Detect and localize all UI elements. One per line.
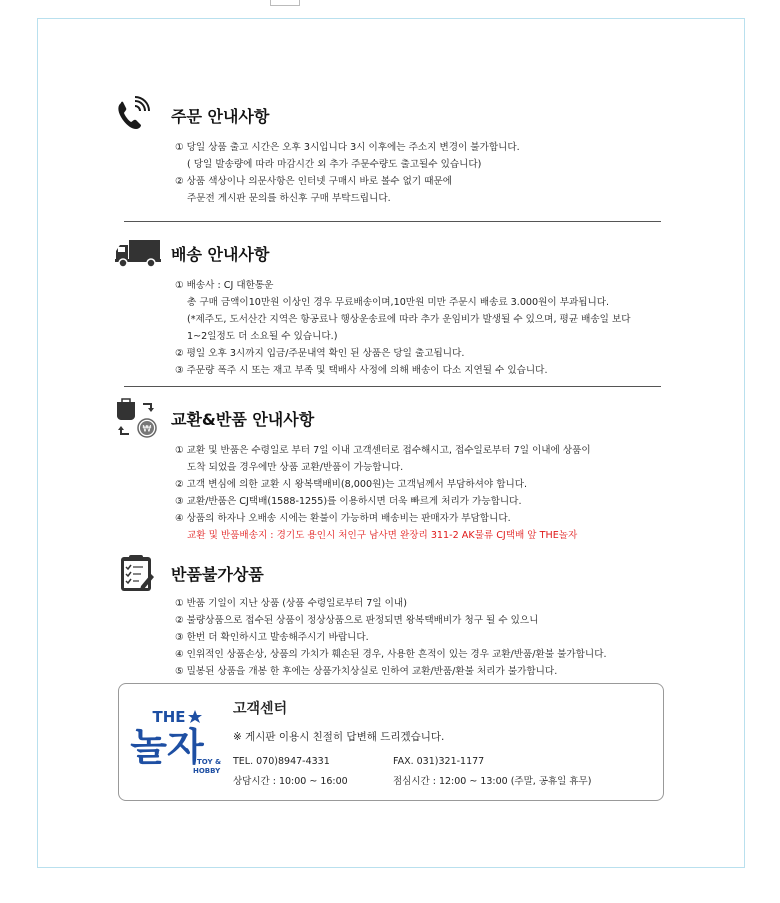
notice-line: ⑤ 밀봉된 상품을 개봉 한 후에는 상품가치상실로 인하여 교환/반품/환불 처리가 불가합니다. — [175, 666, 558, 677]
section-title: 교환&반품 안내사항 — [171, 409, 315, 429]
notice-line: 총 구매 금액이10만원 이상인 경우 무료배송이며,10만원 미만 주문시 배송료 3.000원이 부과됩니다. — [187, 297, 610, 308]
notice-line: ( 당일 발송량에 따라 마감시간 외 추가 주문수량도 출고될수 있습니다) — [187, 159, 482, 170]
section-lines — [175, 595, 695, 680]
notice-line: ① 당일 상품 출고 시간은 오후 3시입니다 3시 이후에는 주소지 변경이 불가합니다. — [175, 142, 520, 153]
notice-line: 도착 되었을 경우에만 상품 교환/반품이 가능합니다. — [187, 462, 404, 473]
customer-center-title: 고객센터 — [233, 701, 288, 717]
consult-hours: 상담시간 : 10:00 ~ 16:00 — [233, 776, 348, 787]
shipping-notice-section — [115, 235, 695, 379]
the-nolja-logo — [130, 702, 222, 782]
notice-line: ③ 주문량 폭주 시 또는 재고 부족 및 택배사 사정에 의해 배송이 다소 지연될 수 있습니다. — [175, 365, 548, 376]
section-lines — [175, 442, 695, 544]
phone-icon — [115, 97, 161, 133]
logo-sub-text: HOBBY — [193, 767, 221, 775]
tel-number: TEL. 070)8947-4331 — [233, 756, 330, 767]
notice-line: ③ 교환/반품은 CJ택배(1588-1255)를 이용하시면 더욱 빠르게 처리가 가능합니다. — [175, 496, 522, 507]
exchange-return-section — [115, 400, 695, 544]
notice-line: ① 교환 및 반품은 수령일로 부터 7일 이내 고객센터로 접수해시고, 접수일로부터 7일 이내에 상품이 — [175, 445, 591, 456]
notice-line: ② 고객 변심에 의한 교환 시 왕복택배비(8,000원)는 고객님께서 부담하셔야 합니다. — [175, 479, 528, 490]
order-notice-section — [115, 97, 695, 207]
logo-the-text: THE — [152, 708, 186, 726]
lunch-hours: 점심시간 : 12:00 ~ 13:00 (주말, 공휴일 휴무) — [393, 776, 592, 787]
exchange-refund-icon — [115, 400, 161, 436]
notice-line: 1~2일정도 더 소요될 수 있습니다.) — [187, 331, 338, 342]
logo-main-text: 놀자 — [130, 725, 204, 769]
section-title: 주문 안내사항 — [171, 106, 270, 126]
checklist-icon — [115, 553, 161, 593]
notice-line: ① 배송사 : CJ 대한통운 — [175, 280, 274, 291]
section-lines — [175, 139, 695, 207]
section-title: 배송 안내사항 — [171, 244, 270, 264]
fax-number: FAX. 031)321-1177 — [393, 756, 485, 767]
notice-line: ④ 상품의 하자나 오배송 시에는 환불이 가능하며 배송비는 판매자가 부담합니다. — [175, 513, 511, 524]
contact-row — [233, 756, 485, 767]
section-lines — [175, 277, 695, 379]
section-divider — [124, 386, 661, 387]
hours-row — [233, 773, 592, 787]
section-title: 반품불가상품 — [171, 564, 264, 584]
notice-line: ③ 한번 더 확인하시고 발송해주시기 바랍니다. — [175, 632, 369, 643]
star-icon — [188, 710, 202, 723]
return-address-line: 교환 및 반품배송지 : 경기도 용인시 처인구 남사면 완장리 311-2 AK물류 CJ택배 앞 THE놀자 — [187, 530, 578, 541]
customer-center-note: ※ 게시판 이용시 친절히 답변해 드리겠습니다. — [233, 731, 445, 743]
notice-line: ④ 인위적인 상품손상, 상품의 가치가 훼손된 경우, 사용한 흔적이 있는 경우 교환/반품/환불 불가합니다. — [175, 649, 607, 660]
notice-line: ② 상품 색상이나 의문사항은 인터넷 구매시 바로 볼수 없기 때문에 — [175, 176, 453, 187]
notice-line: ② 평일 오후 3시까지 입금/주문내역 확인 된 상품은 당일 출고됩니다. — [175, 348, 465, 359]
truck-icon — [115, 235, 161, 271]
notice-line: ② 불량상품으로 접수된 상품이 정상상품으로 판정되면 왕복택배비가 청구 될 수 있으니 — [175, 615, 539, 626]
notice-line: ① 반품 기일이 지난 상품 (상품 수령일로부터 7일 이내) — [175, 598, 407, 609]
non-returnable-section — [115, 553, 695, 680]
notice-line: 주문전 게시판 문의를 하신후 구매 부탁드립니다. — [187, 193, 391, 204]
logo-sub-text: TOY & — [197, 758, 222, 766]
svg-text:₩: ₩ — [142, 424, 152, 435]
section-divider — [124, 221, 661, 222]
top-tab-stub — [270, 0, 300, 6]
notice-line: (*제주도, 도서산간 지역은 항공료나 행상운송료에 따라 추가 운임비가 발생될 수 있으며, 평균 배송일 보다 — [187, 314, 631, 325]
customer-center-box — [118, 683, 664, 801]
